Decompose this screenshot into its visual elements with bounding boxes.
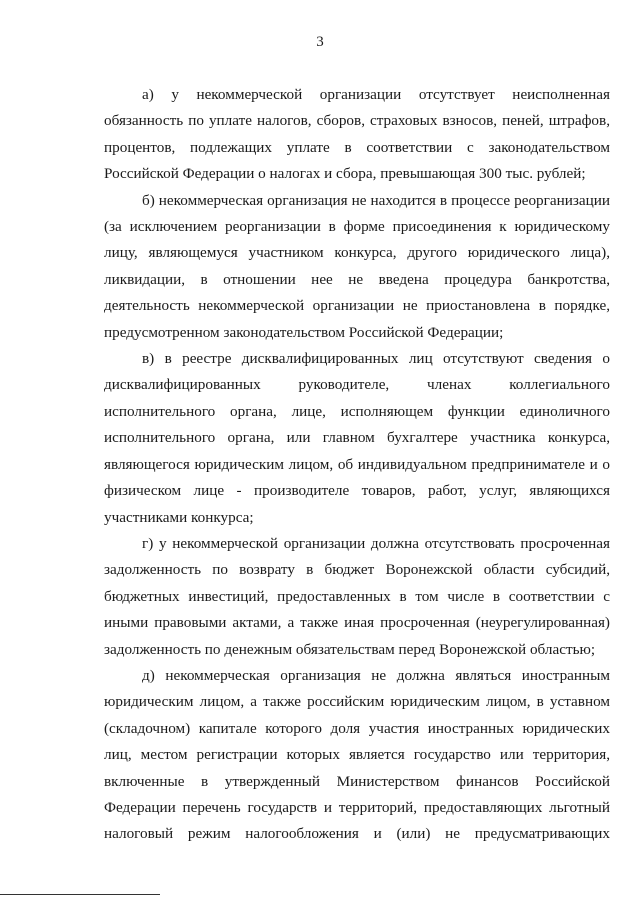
paragraph-d: д) некоммерческая организация не должна являться иностранным юридическим лицом, а также российским юридическим лицом, в уставном (складочном) капитале которого доля участия иностранных юридических лиц, местом регистрации которых является государство или территория, включенные в утвержденный Министерством финансов Российской Федерации перечень государств и территорий, предоставляющих льготный налоговый режим налогообложения и (или) не предусматривающих	[104, 666, 610, 843]
page-number: 3	[316, 34, 324, 50]
document-body	[104, 82, 610, 848]
footnote-divider	[0, 894, 160, 895]
paragraph-v: в) в реестре дисквалифицированных лиц отсутствуют сведения о дисквалифицированных руководителе, членах коллегиального исполнительного органа, лице, исполняющем функции единоличного исполнительного органа, или главном бухгалтере участника конкурса, являющегося юридическим лицом, об индивидуальном предпринимателе и о физическом лице - производителе товаров, работ, услуг, являющихся участниками конкурса;	[104, 350, 610, 526]
paragraph-b: б) некоммерческая организация не находится в процессе реорганизации (за исключением реорганизации в форме присоединения к юридическому лицу, являющемуся участником конкурса, другого юридического лица), ликвидации, в отношении нее не введена процедура банкротства, деятельность некоммерческой организации не приостановлена в порядке, предусмотренном законодательством Российской Федерации;	[104, 191, 610, 341]
paragraph-g: г) у некоммерческой организации должна отсутствовать просроченная задолженность по возврату в бюджет Воронежской области субсидий, бюджетных инвестиций, предоставленных в том числе в соответствии с иными правовыми актами, а также иная просроченная (неурегулированная) задолженность по денежным обязательствам перед Воронежской областью;	[104, 534, 610, 658]
paragraph-a: а) у некоммерческой организации отсутствует неисполненная обязанность по уплате налогов, сборов, страховых взносов, пеней, штрафов, процентов, подлежащих уплате в соответствии с законодательством Российской Федерации о налогах и сбора, превышающая 300 тыс. рублей;	[104, 86, 610, 183]
